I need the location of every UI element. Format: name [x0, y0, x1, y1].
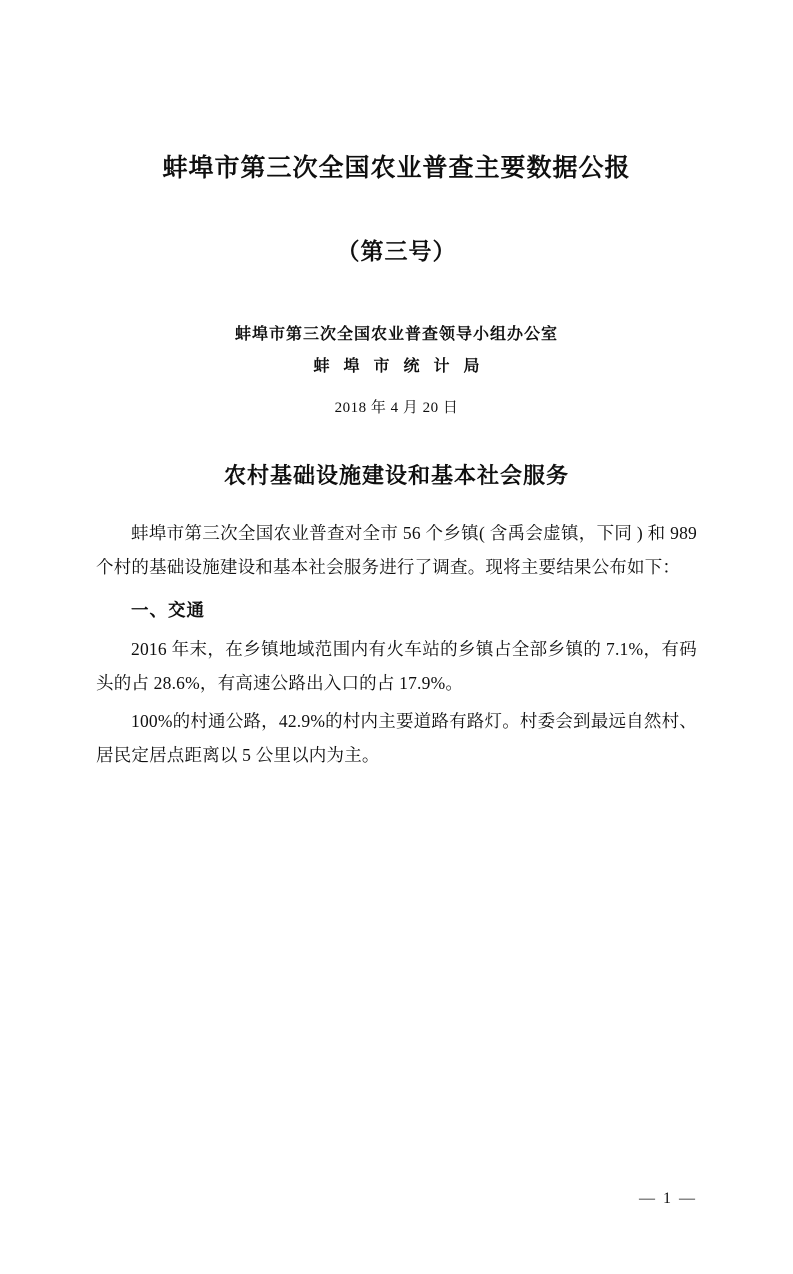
document-page	[0, 152, 793, 1274]
section-title: 农村基础设施建设和基本社会服务	[223, 463, 569, 489]
body-paragraph-transport-1: 2016 年末，在乡镇地域范围内有火车站的乡镇占全部乡镇的 7.1%，有码头的占 28.6%，有高速公路出入口的占 17.9%。	[96, 638, 697, 693]
page-subtitle: （第三号）	[336, 238, 457, 265]
issuer-line-2: 蚌埠市统计局	[313, 355, 494, 375]
issuer-line-1: 蚌埠市第三次全国农业普查领导小组办公室	[234, 323, 558, 343]
issuer-block	[96, 318, 697, 382]
body-paragraph-transport-2: 100%的村通公路，42.9%的村内主要道路有路灯。村委会到最远自然村、居民定居点距离以 5 公里以内为主。	[96, 711, 697, 766]
body-paragraph-intro: 蚌埠市第三次全国农业普查对全市 56 个乡镇( 含禹会虚镇，下同 ) 和 989 个村的基础设施建设和基本社会服务进行了调查。现将主要结果公布如下：	[96, 522, 697, 577]
sub-heading-transport: 一、交通	[131, 600, 205, 621]
page-number: — 1 —	[639, 1190, 697, 1207]
page-title: 蚌埠市第三次全国农业普查主要数据公报	[162, 153, 631, 182]
publication-date: 2018 年 4 月 20 日	[334, 399, 459, 416]
